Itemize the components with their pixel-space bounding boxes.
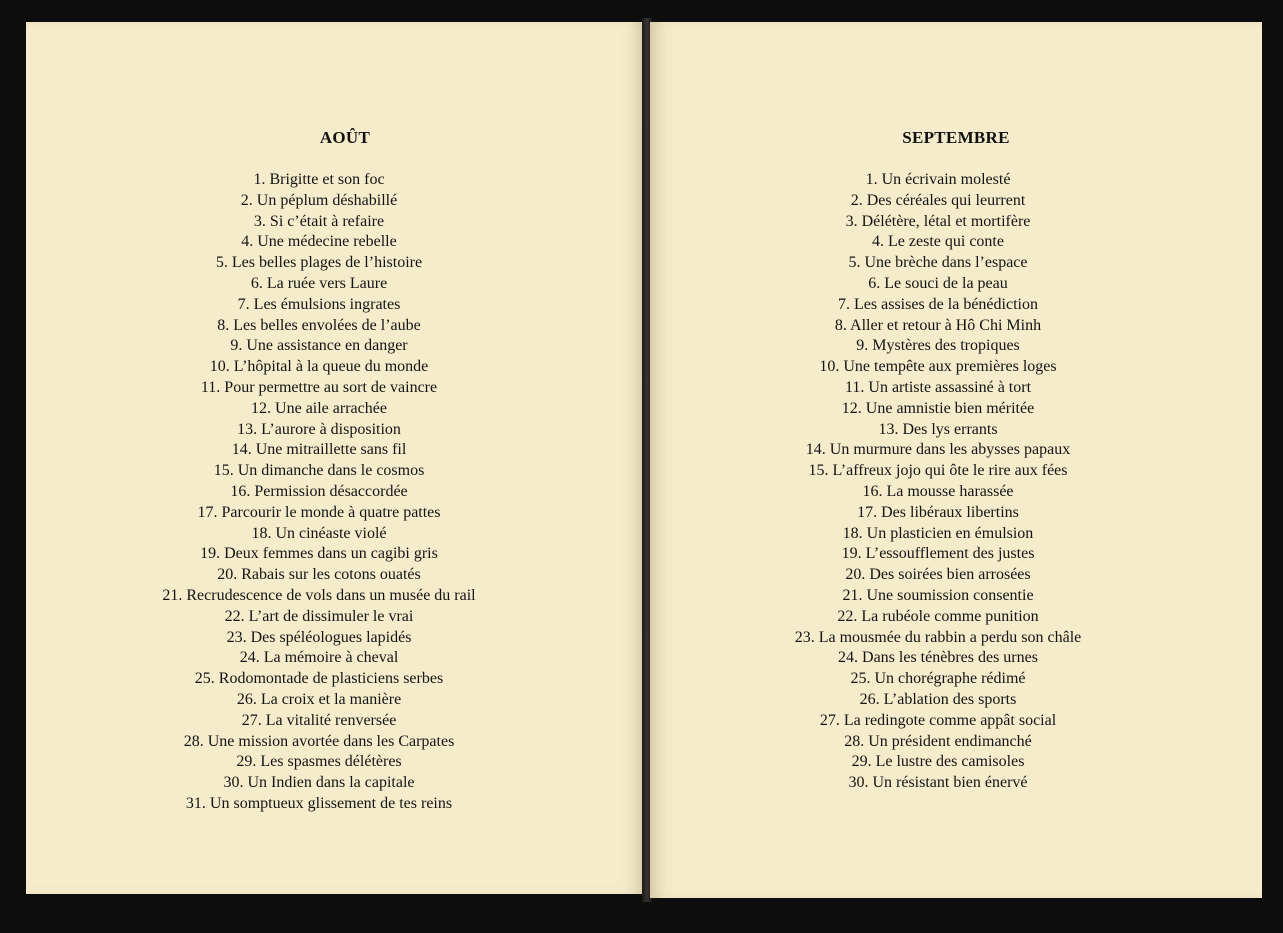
list-item: 14. Une mitraillette sans fil [231,441,407,459]
list-item: 7. Les assises de la bénédiction [838,295,1038,313]
list-item: 1. Un écrivain molesté [865,171,1011,188]
list-item: 2. Un péplum déshabillé [240,191,398,209]
list-item: 27. La redingote comme appât social [819,711,1057,729]
list-item: 13. Des lys errants [878,420,998,438]
list-item: 30. Un Indien dans la capitale [223,774,415,792]
list-item: 7. Les émulsions ingrates [237,295,401,313]
list-item: 5. Les belles plages de l’histoire [215,254,423,272]
list-item: 16. La mousse harassée [862,482,1014,500]
list-item: 20. Rabais sur les cotons ouatés [217,566,421,584]
list-item: 2. Des céréales qui leurrent [850,191,1026,209]
list-item: 3. Délétère, létal et mortifère [845,212,1031,230]
list-item: 9. Une assistance en danger [230,337,408,355]
month-title-august: AOÛT [319,128,371,147]
september-entry-list [650,170,1226,794]
list-item: 24. La mémoire à cheval [239,649,399,667]
list-item: 5. Une brèche dans l’espace [848,254,1028,272]
list-item: 14. Un murmure dans les abysses papaux [805,441,1071,459]
list-item: 10. Une tempête aux premières loges [819,358,1057,376]
list-item: 3. Si c’était à refaire [253,212,385,230]
list-item: 30. Un résistant bien énervé [848,774,1028,792]
list-item: 6. La ruée vers Laure [250,274,388,292]
list-item: 28. Une mission avortée dans les Carpates [183,732,455,750]
list-item: 4. Le zeste qui conte [872,233,1004,251]
list-item: 31. Un somptueux glissement de tes reins [185,794,453,812]
list-item: 17. Parcourir le monde à quatre pattes [197,503,441,521]
list-item: 21. Recrudescence de vols dans un musée du rail [162,586,476,604]
list-item: 11. Un artiste assassiné à tort [844,378,1032,396]
list-item: 22. La rubéole comme punition [837,607,1039,625]
list-item: 26. L’ablation des sports [859,690,1017,708]
list-item: 4. Une médecine rebelle [241,233,397,251]
list-item: 23. Des spéléologues lapidés [226,628,412,646]
list-item: 11. Pour permettre au sort de vaincre [200,378,438,396]
list-item: 8. Aller et retour à Hô Chi Minh [834,316,1042,334]
list-item: 27. La vitalité renversée [241,711,397,729]
list-item: 12. Une amnistie bien méritée [841,399,1035,417]
list-item: 15. Un dimanche dans le cosmos [213,462,425,480]
list-item: 28. Un président endimanché [844,732,1032,750]
list-item: 8. Les belles envolées de l’aube [217,316,421,334]
list-item: 12. Une aile arrachée [251,399,387,417]
month-title-september: SEPTEMBRE [902,128,1010,147]
list-item: 24. Dans les ténèbres des urnes [838,649,1038,667]
list-item: 20. Des soirées bien arrosées [845,566,1031,584]
list-item: 21. Une soumission consentie [842,586,1034,604]
list-item: 6. Le souci de la peau [868,274,1008,292]
list-item: 19. L’essoufflement des justes [841,545,1035,563]
left-page [26,22,644,894]
list-item: 22. L’art de dissimuler le vrai [224,607,414,625]
list-item: 29. Les spasmes délétères [236,753,402,771]
list-item: 13. L’aurore à disposition [237,420,401,438]
list-item: 26. La croix et la manière [236,690,402,708]
list-item: 16. Permission désaccordée [230,482,408,500]
list-item: 25. Un chorégraphe rédimé [850,670,1026,688]
list-item: 15. L’affreux jojo qui ôte le rire aux fées [808,462,1068,480]
august-entry-list [0,170,638,815]
list-item: 17. Des libéraux libertins [857,503,1019,521]
list-item: 10. L’hôpital à la queue du monde [209,358,429,376]
list-item: 18. Un plasticien en émulsion [842,524,1034,542]
list-item: 1. Brigitte et son foc [253,171,385,188]
list-item: 18. Un cinéaste violé [251,524,387,542]
list-item: 23. La mousmée du rabbin a perdu son châle [794,628,1082,646]
list-item: 29. Le lustre des camisoles [851,753,1025,771]
list-item: 25. Rodomontade de plasticiens serbes [194,670,444,688]
list-item: 9. Mystères des tropiques [856,337,1020,355]
list-item: 19. Deux femmes dans un cagibi gris [200,545,438,563]
right-page [650,22,1262,898]
